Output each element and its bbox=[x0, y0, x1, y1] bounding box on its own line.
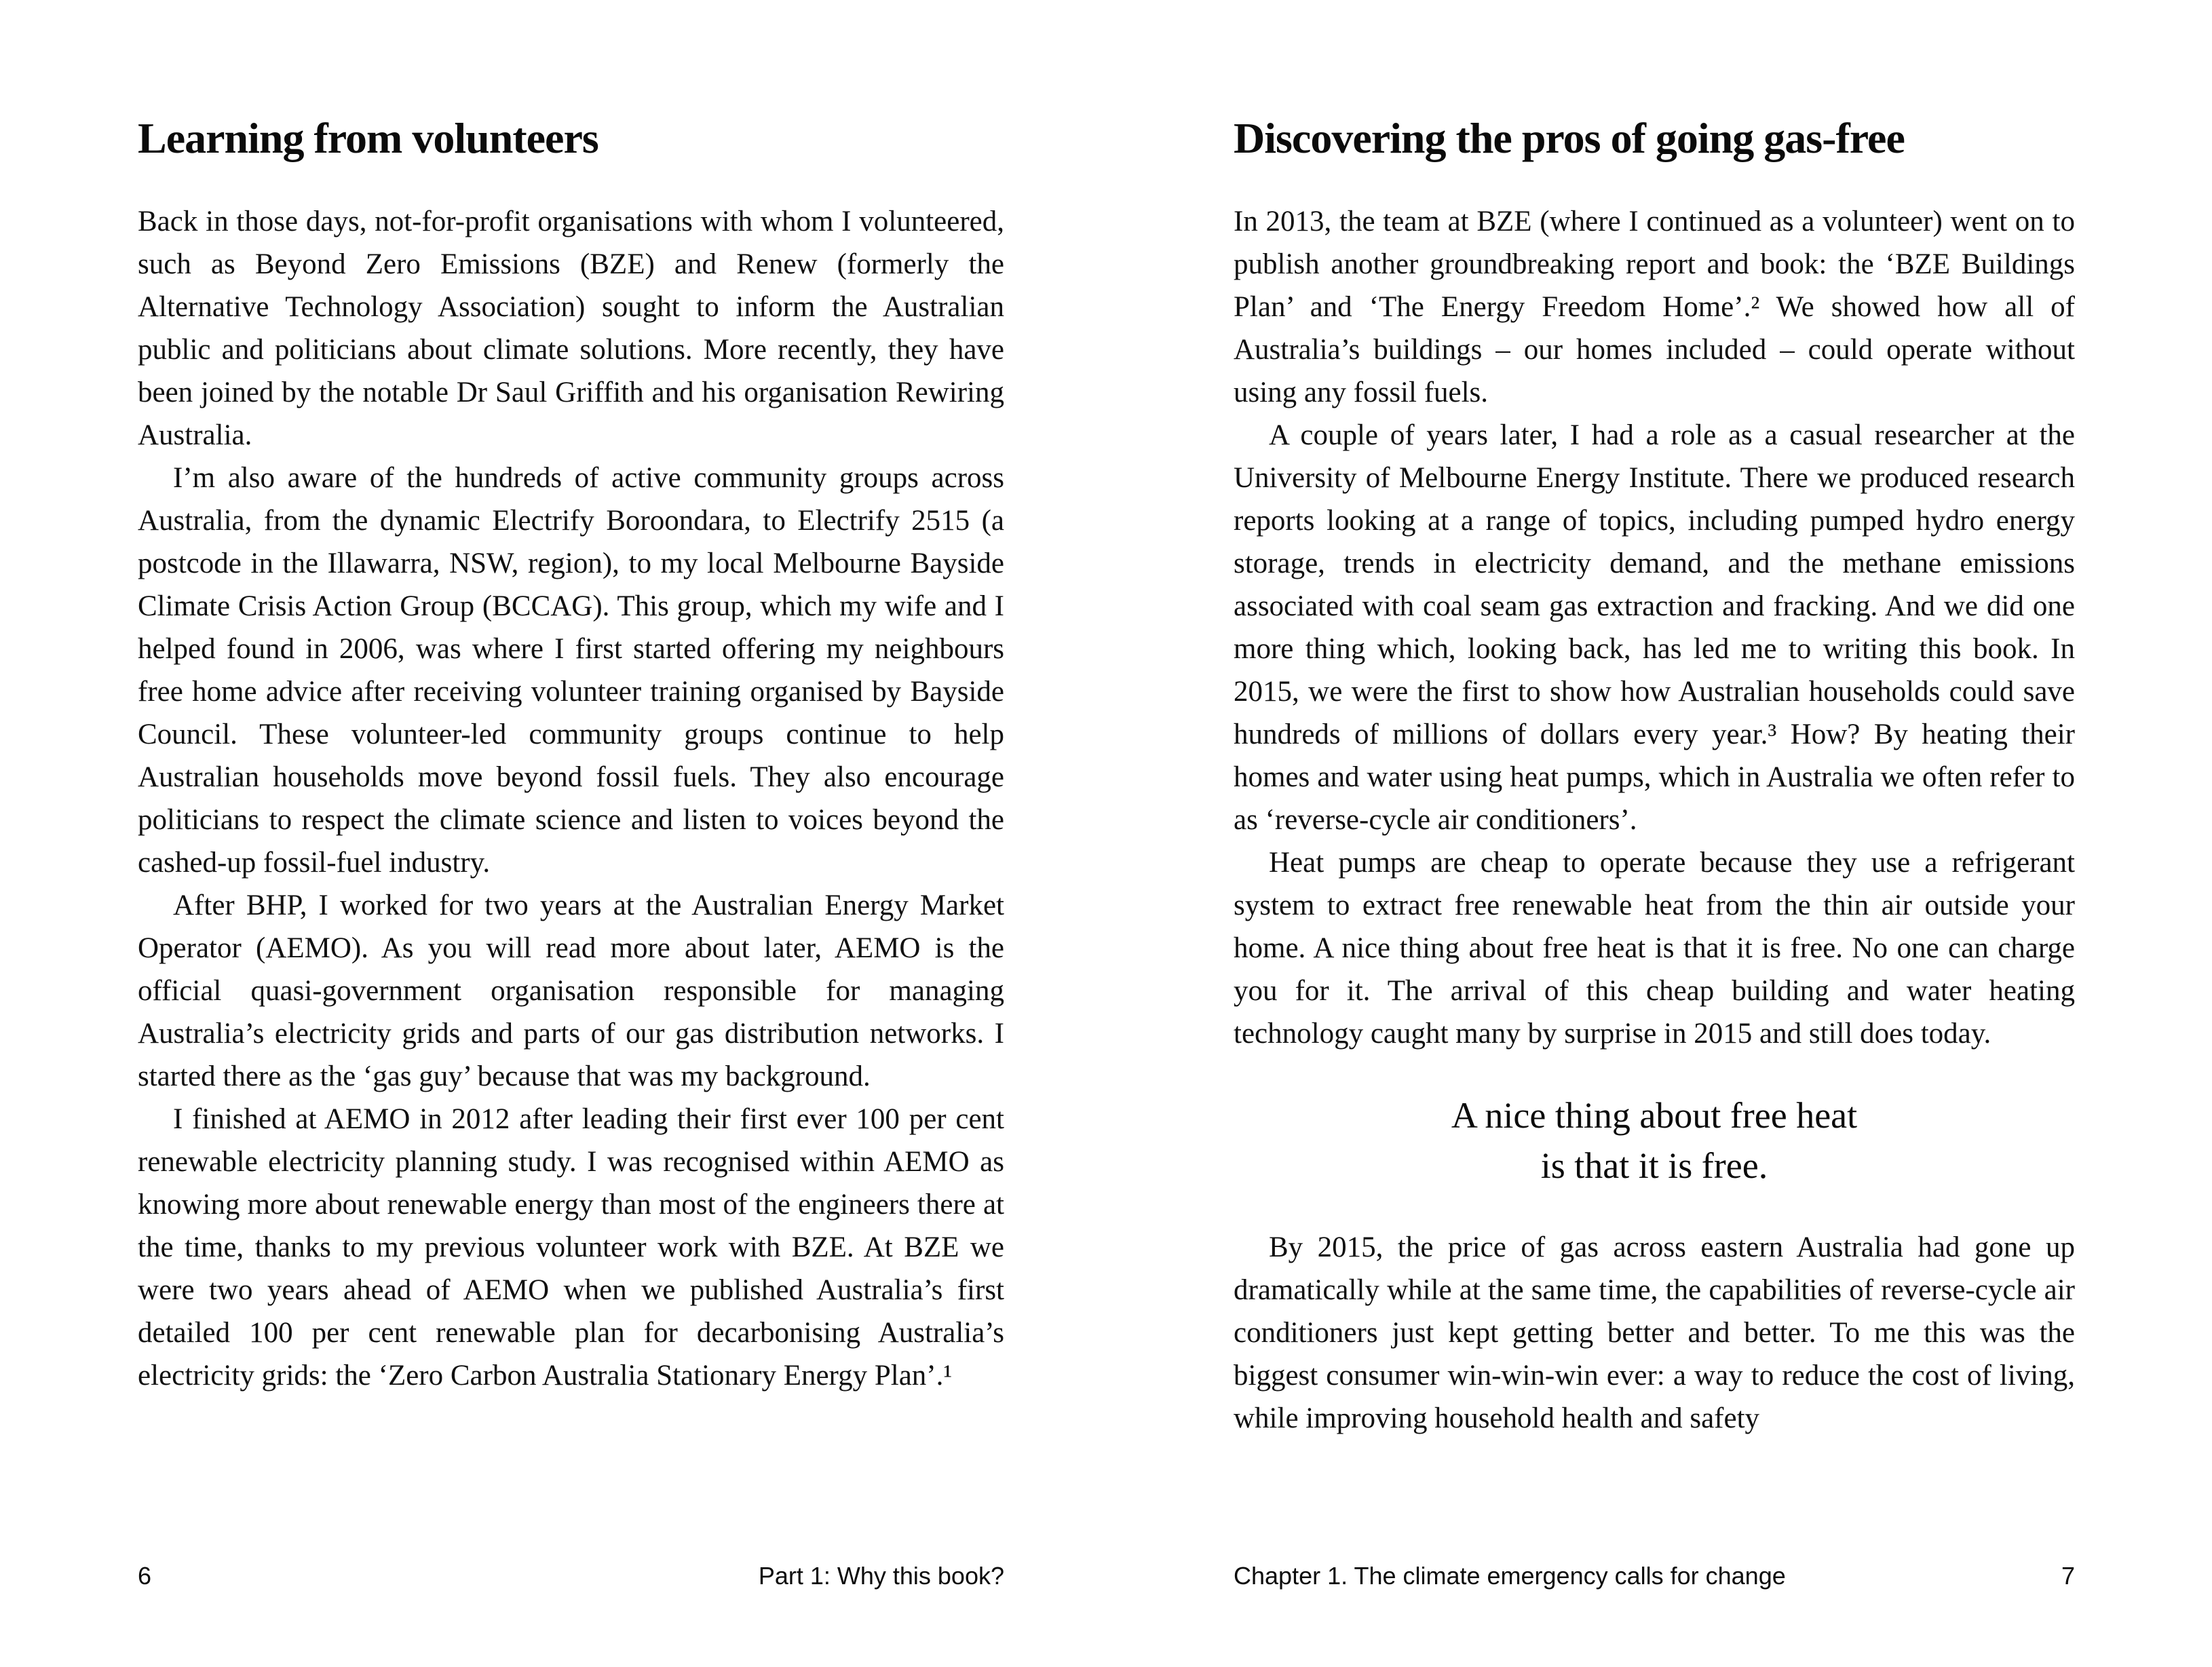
paragraph: By 2015, the price of gas across eastern Australia had gone up dramatically while at the same time, the capabilities of reverse-cycle air conditioners just kept getting better and better. To me this was the biggest consumer win-win-win ever: a way to reduce the cost of living, while improving household health and safety bbox=[1234, 1231, 2075, 1434]
running-footer-part-label: Part 1: Why this book? bbox=[758, 1562, 1004, 1590]
left-page-footer bbox=[138, 1562, 1004, 1590]
page-number-left: 6 bbox=[138, 1562, 152, 1590]
pull-quote-line: A nice thing about free heat bbox=[1451, 1095, 1858, 1136]
right-page-footer bbox=[1234, 1562, 2075, 1590]
paragraph: A couple of years later, I had a role as a casual researcher at the University of Melbourne Energy Institute. There we produced research reports looking at a range of topics, including pumped hydro energy storage, trends in electricity demand, and the methane emissions associated with coal seam gas extraction and fracking. And we did one more thing which, looking back, has led me to writing this book. In 2015, we were the first to show how Australian households could save hundreds of millions of dollars every year.³ How? By heating their homes and water using heat pumps, which in Australia we often refer to as ‘reverse-cycle air conditioners’. bbox=[1234, 419, 2075, 836]
left-page-body bbox=[138, 200, 1004, 1397]
section-heading-left: Learning from volunteers bbox=[138, 114, 598, 162]
page-right bbox=[1234, 0, 2075, 1667]
paragraph: I’m also aware of the hundreds of active community groups across Australia, from the dynamic Electrify Boroondara, to Electrify 2515 (a postcode in the Illawarra, NSW, region), to my local Melbourne Bayside Climate Crisis Action Group (BCCAG). This group, which my wife and I helped found in 2006, was where I first started offering my neighbours free home advice after receiving volunteer training organised by Bayside Council. These volunteer-led community groups continue to help Australian households move beyond fossil fuels. They also encourage politicians to respect the climate science and listen to voices beyond the cashed-up fossil-fuel industry. bbox=[138, 462, 1004, 879]
running-footer-chapter-label: Chapter 1. The climate emergency calls for change bbox=[1234, 1562, 1786, 1590]
page-number-right: 7 bbox=[2061, 1562, 2075, 1590]
paragraph: Back in those days, not-for-profit organisations with whom I volunteered, such as Beyond Zero Emissions (BZE) and Renew (formerly the Alternative Technology Association) sought to inform the Australian public and politicians about climate solutions. More recently, they have been joined by the notable Dr Saul Griffith and his organisation Rewiring Australia. bbox=[138, 206, 1004, 451]
paragraph: I finished at AEMO in 2012 after leading their first ever 100 per cent renewable electricity planning study. I was recognised within AEMO as knowing more about renewable energy than most of the engineers there at the time, thanks to my previous volunteer work with BZE. At BZE we were two years ahead of AEMO when we published Australia’s first detailed 100 per cent renewable plan for decarbonising Australia’s electricity grids: the ‘Zero Carbon Australia Stationary Energy Plan’.¹ bbox=[138, 1103, 1004, 1392]
page-left bbox=[138, 0, 1004, 1667]
section-heading-right: Discovering the pros of going gas-free bbox=[1234, 114, 1905, 162]
paragraph: Heat pumps are cheap to operate because they use a refrigerant system to extract free renewable heat from the thin air outside your home. A nice thing about free heat is that it is free. No one can charge you for it. The arrival of this cheap building and water heating technology caught many by surprise in 2015 and still does today. bbox=[1234, 847, 2075, 1050]
paragraph: In 2013, the team at BZE (where I continued as a volunteer) went on to publish another groundbreaking report and book: the ‘BZE Buildings Plan’ and ‘The Energy Freedom Home’.² We showed how all of Australia’s buildings – our homes included – could operate without using any fossil fuels. bbox=[1234, 206, 2075, 408]
pull-quote bbox=[1234, 1090, 2075, 1191]
right-page-body bbox=[1234, 200, 2075, 1440]
paragraph: After BHP, I worked for two years at the Australian Energy Market Operator (AEMO). As you will read more about later, AEMO is the official quasi-government organisation responsible for managing Australia’s electricity grids and parts of our gas distribution networks. I started there as the ‘gas guy’ because that was my background. bbox=[138, 889, 1004, 1092]
pull-quote-line: is that it is free. bbox=[1540, 1145, 1768, 1186]
